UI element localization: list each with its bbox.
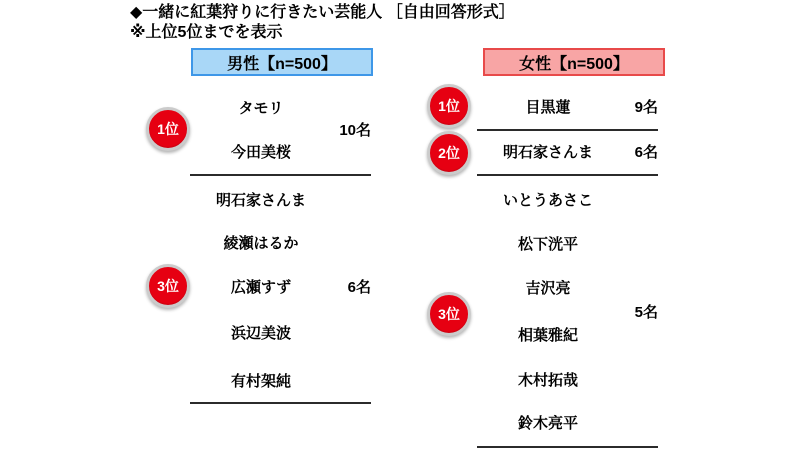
female-rank2-name: 明石家さんま <box>502 144 593 161</box>
female-rank3-count: 5名 <box>634 304 658 321</box>
female-rank3-badge: 3位 <box>427 292 471 336</box>
male-rank3-count: 6名 <box>347 279 371 296</box>
female-rank3-name-1: いとうあさこ <box>502 192 593 209</box>
female-divider-1 <box>477 129 658 131</box>
female-rank1-name: 目黒蓮 <box>525 99 571 116</box>
male-rank3-name-3: 広瀬すず <box>230 279 292 296</box>
male-divider-1 <box>190 174 371 176</box>
male-rank1-badge: 1位 <box>146 107 190 151</box>
male-rank3-name-1: 明石家さんま <box>215 192 306 209</box>
female-rank3-name-6: 鈴木亮平 <box>517 415 578 432</box>
male-rank3-name-2: 綾瀬はるか <box>223 235 299 252</box>
page-subtitle: ※上位5位までを表示 <box>130 24 283 41</box>
male-rank1-name-2: 今田美桜 <box>230 144 291 161</box>
female-rank2-count: 6名 <box>634 144 658 161</box>
female-rank3-name-2: 松下洸平 <box>517 236 578 253</box>
female-rank3-name-5: 木村拓哉 <box>517 372 578 389</box>
female-rank3-name-4: 相葉雅紀 <box>517 327 578 344</box>
female-rank1-badge: 1位 <box>427 84 471 128</box>
male-rank1-count: 10名 <box>339 122 371 139</box>
female-rank1-count: 9名 <box>634 99 658 116</box>
male-rank3-name-4: 浜辺美波 <box>230 325 291 342</box>
title-block <box>130 3 515 43</box>
female-rank2-badge: 2位 <box>427 131 471 175</box>
female-column-header: 女性【n=500】 <box>483 48 665 76</box>
male-rank1-name-1: タモリ <box>238 100 284 117</box>
female-rank3-name-3: 吉沢亮 <box>525 280 571 297</box>
page-title: ◆一緒に紅葉狩りに行きたい芸能人 ［自由回答形式］ <box>130 4 515 21</box>
female-divider-2 <box>477 174 658 176</box>
male-rank3-badge: 3位 <box>146 264 190 308</box>
male-divider-2 <box>190 402 371 404</box>
female-divider-3 <box>477 446 658 448</box>
male-column-header: 男性【n=500】 <box>191 48 373 76</box>
male-rank3-name-5: 有村架純 <box>230 373 291 390</box>
